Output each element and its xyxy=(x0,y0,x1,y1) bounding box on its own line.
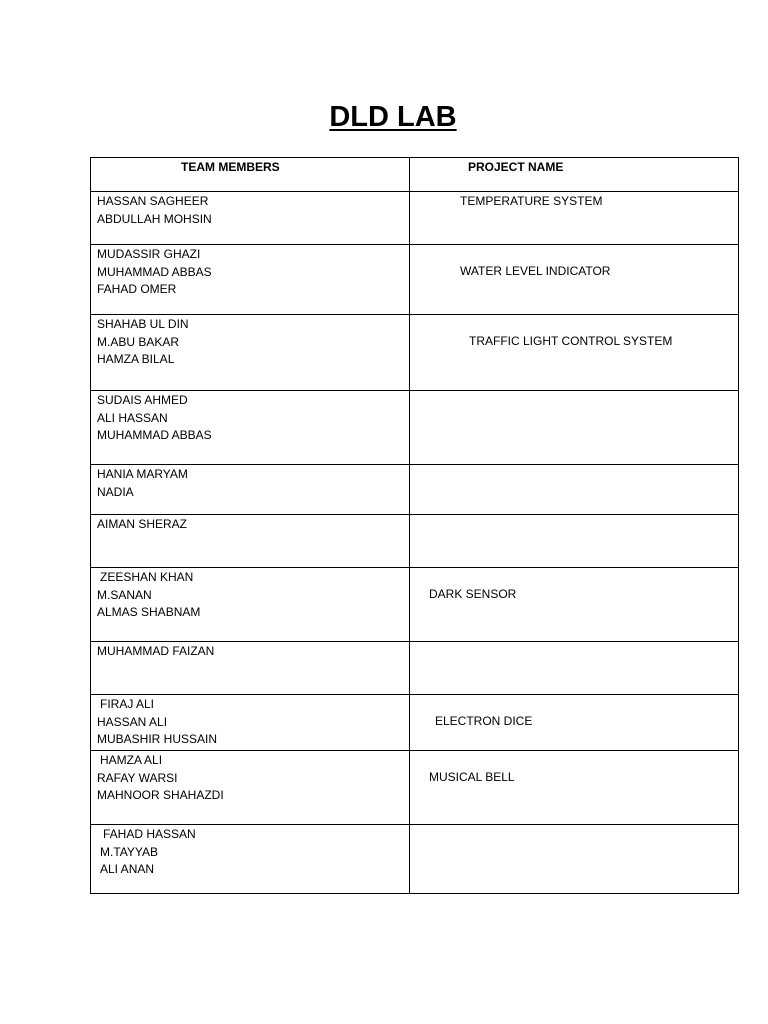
project-name-cell xyxy=(410,568,739,642)
table-header-row xyxy=(91,158,739,192)
project-name-cell xyxy=(410,695,739,751)
project-name-cell xyxy=(410,192,739,245)
team-member-name: MUHAMMAD FAIZAN xyxy=(97,644,215,658)
team-member-name: FAHAD HASSAN xyxy=(103,827,196,841)
table-row xyxy=(91,695,739,751)
team-member-name: ZEESHAN KHAN xyxy=(100,570,194,584)
team-members-cell xyxy=(91,192,410,245)
team-member-name: MAHNOOR SHAHAZDI xyxy=(97,788,224,802)
team-member-name: ALMAS SHABNAM xyxy=(97,605,201,619)
project-name-cell xyxy=(410,642,739,695)
team-member-name: SUDAIS AHMED xyxy=(97,393,188,407)
project-name: WATER LEVEL INDICATOR xyxy=(460,264,611,278)
table-row xyxy=(91,245,739,315)
team-member-name: MUDASSIR GHAZI xyxy=(97,247,201,261)
table-row xyxy=(91,568,739,642)
team-members-cell xyxy=(91,642,410,695)
project-name: DARK SENSOR xyxy=(429,587,517,601)
team-member-name: FIRAJ ALI xyxy=(100,697,155,711)
team-members-cell xyxy=(91,315,410,391)
table-row xyxy=(91,192,739,245)
team-project-table xyxy=(90,157,739,894)
team-member-name: NADIA xyxy=(97,484,134,499)
team-member-name: HASSAN SAGHEER xyxy=(97,194,209,208)
team-member-name: HAMZA ALI xyxy=(100,753,163,767)
project-name-cell xyxy=(410,825,739,894)
team-member-name: RAFAY WARSI xyxy=(97,770,178,785)
document-title: DLD LAB xyxy=(329,101,457,133)
project-name-cell xyxy=(410,391,739,465)
header-project-name: PROJECT NAME xyxy=(410,158,739,192)
team-member-name: HASSAN ALI xyxy=(97,714,168,729)
project-name-cell xyxy=(410,465,739,515)
team-member-name: M.SANAN xyxy=(97,587,152,602)
team-member-name: ALI ANAN xyxy=(100,862,155,876)
team-member-name: MUHAMMAD ABBAS xyxy=(97,428,212,442)
team-member-name: FAHAD OMER xyxy=(97,282,177,296)
team-member-name: AIMAN SHERAZ xyxy=(97,517,188,531)
project-name-cell xyxy=(410,245,739,315)
team-member-name: SHAHAB UL DIN xyxy=(97,317,189,331)
team-member-name: ABDULLAH MOHSIN xyxy=(97,211,212,226)
table-row xyxy=(91,391,739,465)
table-row xyxy=(91,315,739,391)
team-members-cell xyxy=(91,465,410,515)
team-member-name: MUHAMMAD ABBAS xyxy=(97,264,212,279)
team-members-cell xyxy=(91,695,410,751)
project-name: TRAFFIC LIGHT CONTROL SYSTEM xyxy=(469,334,673,348)
project-name: ELECTRON DICE xyxy=(435,714,533,728)
table-row xyxy=(91,825,739,894)
project-name-cell xyxy=(410,315,739,391)
team-member-name: M.TAYYAB xyxy=(100,844,159,859)
project-name-cell xyxy=(410,515,739,568)
table-row xyxy=(91,751,739,825)
team-members-cell xyxy=(91,515,410,568)
project-name-cell xyxy=(410,751,739,825)
table-row xyxy=(91,642,739,695)
team-members-cell xyxy=(91,391,410,465)
project-name: MUSICAL BELL xyxy=(429,770,515,784)
table-row xyxy=(91,465,739,515)
team-members-cell xyxy=(91,568,410,642)
project-name: TEMPERATURE SYSTEM xyxy=(460,194,603,208)
team-member-name: HAMZA BILAL xyxy=(97,352,175,366)
header-team-members: TEAM MEMBERS xyxy=(91,158,410,192)
table-row xyxy=(91,515,739,568)
team-member-name: M.ABU BAKAR xyxy=(97,334,180,349)
team-member-name: HANIA MARYAM xyxy=(97,467,188,481)
team-member-name: MUBASHIR HUSSAIN xyxy=(97,732,218,746)
team-members-cell xyxy=(91,825,410,894)
team-member-name: ALI HASSAN xyxy=(97,410,168,425)
team-members-cell xyxy=(91,245,410,315)
team-members-cell xyxy=(91,751,410,825)
